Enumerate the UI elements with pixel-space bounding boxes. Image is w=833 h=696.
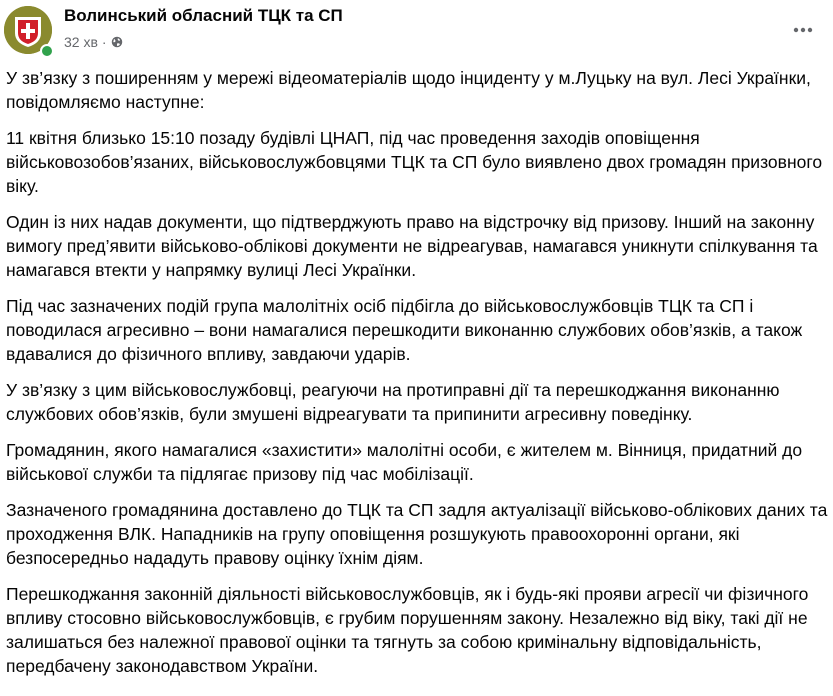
post-paragraph: 11 квітня близько 15:10 позаду будівлі ЦНАП, під час проведення заходів оповіщення військовозобов’язаних, військовослужбовцями ТЦК та СП було виявлено двох громадян призовного віку. [6, 128, 823, 196]
page-name[interactable]: Волинський обласний ТЦК та СП [64, 6, 343, 25]
post-paragraph: Один із них надав документи, що підтверджують право на відстрочку від призову. Інший на законну вимогу пред’явити військово-облікові документи не відреагував, намагався уникнути спілкування та намагався втекти у напрямку вулиці Лесі Українки. [6, 212, 818, 280]
post-time[interactable]: 32 хв [64, 34, 98, 50]
post-paragraph: У зв’язку з цим військовослужбовці, реагуючи на протиправні дії та перешкоджання виконанню службових обов’язків, були змушені відреагувати та припинити агресивну поведінку. [6, 380, 780, 424]
post-header [0, 0, 833, 66]
globe-icon [111, 36, 123, 48]
post-paragraph: Громадянин, якого намагалися «захистити» малолітні особи, є жителем м. Вінниця, придатний до військової служби та підлягає призову під час мобілізації. [6, 440, 803, 484]
post-body [6, 66, 828, 690]
more-options-button[interactable] [787, 14, 819, 46]
more-horizontal-icon [793, 27, 813, 33]
post-paragraph: Перешкоджання законній діяльності військовослужбовців, як і будь-які прояви агресії чи фізичного впливу стосовно військовослужбовців, є грубим порушенням закону. Незалежно від віку, такі дії не залишаться без належної правової оцінки та тягнуть за собою кримінальну відповідальність, передбачену законодавством України. [6, 584, 809, 676]
online-status-dot [40, 44, 54, 58]
post-meta [64, 33, 123, 51]
meta-separator: · [101, 34, 107, 50]
post-paragraph: У зв’язку з поширенням у мережі відеоматеріалів щодо інциденту у м.Луцьку на вул. Лесі Українки, повідомляємо наступне: [6, 68, 811, 112]
post-paragraph: Зазначеного громадянина доставлено до ТЦК та СП задля актуалізації військово-облікових даних та проходження ВЛК. Нападників на групу оповіщення розшукують правоохоронні органи, які безпосередньо нададуть правову оцінку їхнім діям. [6, 500, 828, 568]
page-avatar[interactable] [4, 6, 52, 54]
post-paragraph: Під час зазначених подій група малолітніх осіб підбігла до військовослужбовців ТЦК та СП і поводилася агресивно – вони намагалися перешкодити виконанню службових обов’язків, а також вдавалися до фізичного впливу, завдаючи ударів. [6, 296, 803, 364]
